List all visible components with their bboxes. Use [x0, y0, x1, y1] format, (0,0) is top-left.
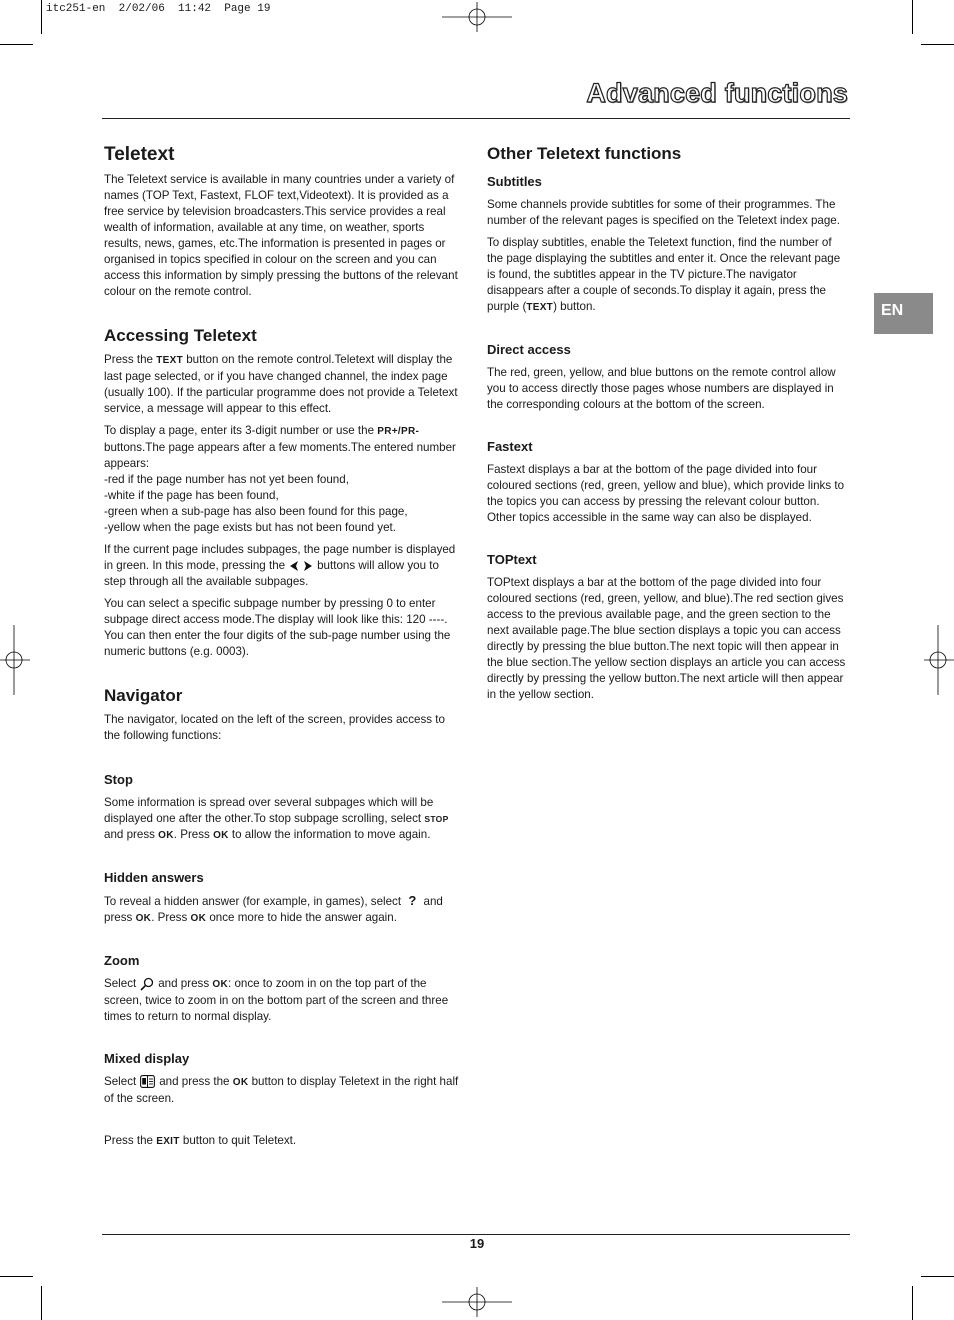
- text: If the current page includes subpages, the page number is displayed in green. In this mode, pressing the: [104, 543, 456, 572]
- page-number: 19: [469, 1236, 485, 1251]
- registration-mark-icon: [442, 2, 512, 32]
- list-item: -red if the page number has not yet been found,: [104, 473, 349, 486]
- text: . Press: [151, 911, 188, 924]
- zoom-para: [104, 976, 464, 1025]
- text: and press: [158, 977, 210, 990]
- text: Some information is spread over several subpages which will be displayed one after the other.To stop subpage scrolling, select: [104, 796, 434, 825]
- crop-mark: [921, 44, 954, 45]
- text: : once to zoom in on the top part of the screen, twice to zoom in on the bottom part of the screen and three times to return to normal display.: [104, 977, 449, 1023]
- hidden-answers-para: [104, 893, 464, 927]
- text: Select: [104, 1075, 137, 1088]
- subheading-fastext: Fastext: [487, 439, 533, 454]
- mixed-display-icon: [140, 1075, 155, 1088]
- stop-para: [104, 795, 464, 844]
- section-heading-other-functions: Other Teletext functions: [487, 144, 682, 163]
- ok-key-label: OK: [135, 913, 152, 924]
- text-key-label: TEXT: [156, 355, 183, 366]
- exit-key-label: EXIT: [156, 1136, 180, 1147]
- crop-mark: [921, 1276, 954, 1277]
- text: To reveal a hidden answer (for example, in games), select: [104, 895, 402, 908]
- right-column: [487, 142, 847, 709]
- ok-key-label: OK: [232, 1077, 249, 1088]
- language-tab: EN: [874, 293, 933, 334]
- subheading-toptext: TOPtext: [487, 552, 537, 567]
- text-key-label: TEXT: [526, 302, 554, 313]
- crop-mark: [0, 44, 33, 45]
- text: Press the: [104, 1134, 153, 1147]
- text: to allow the information to move again.: [231, 828, 431, 841]
- direct-access-para: The red, green, yellow, and blue buttons on the remote control allow you to access directly those pages whose numbers are displayed in the corresponding colours at the bottom of the screen.: [487, 366, 836, 411]
- footer-rule: [102, 1234, 850, 1235]
- subheading-direct-access: Direct access: [487, 342, 571, 357]
- magnifier-icon: [140, 977, 154, 991]
- subheading-mixed-display: Mixed display: [104, 1051, 190, 1066]
- list-item: -green when a sub-page has also been found for this page,: [104, 505, 408, 518]
- section-heading-navigator: Navigator: [104, 686, 183, 705]
- list-item: -yellow when the page exists but has not been found yet.: [104, 521, 396, 534]
- accessing-para-2: [104, 423, 464, 472]
- subtitles-para-1: Some channels provide subtitles for some of their programmes. The number of the relevant pages is specified on the Teletext index page.: [487, 198, 840, 227]
- text: Select: [104, 977, 137, 990]
- text: button to display Teletext in the right half of the screen.: [104, 1075, 459, 1105]
- accessing-para-3: [104, 542, 464, 590]
- text: buttons will allow you to step through all the available subpages.: [104, 559, 439, 588]
- question-mark-icon: ?: [408, 893, 417, 908]
- text: once more to hide the answer again.: [209, 911, 397, 924]
- text: Press the: [104, 353, 153, 366]
- crop-mark: [912, 0, 913, 34]
- mixed-display-para: [104, 1074, 464, 1107]
- subheading-hidden-answers: Hidden answers: [104, 870, 204, 885]
- subheading-zoom: Zoom: [104, 953, 140, 968]
- exit-para: [104, 1133, 464, 1150]
- text: button to quit Teletext.: [182, 1134, 297, 1147]
- ok-key-label: OK: [213, 830, 229, 841]
- list-item: -white if the page has been found,: [104, 489, 279, 502]
- ok-key-label: OK: [212, 979, 228, 990]
- text: button on the remote control.Teletext will display the last page selected, or if you have changed channel, the index page (usually 100). If the particular programme does not provide a Teletext service, a message will appear to this effect.: [104, 353, 458, 415]
- pr-key-label: PR+/PR-: [377, 426, 420, 437]
- fastext-para: Fastext displays a bar at the bottom of the page divided into four coloured sections (red, green, yellow and blue), which provide links to the topics you can access by pressing the relevant colour button. Other topics accessible in the same way can also be displayed.: [487, 463, 845, 524]
- stop-key-label: STOP: [424, 814, 449, 824]
- subheading-stop: Stop: [104, 772, 133, 787]
- registration-mark-icon: [442, 1287, 512, 1317]
- left-column: [104, 142, 464, 1156]
- header-rule: [102, 118, 850, 119]
- print-slug: itc251-en 2/02/06 11:42 Page 19: [46, 3, 271, 15]
- ok-key-label: OK: [158, 830, 174, 841]
- registration-mark-icon: [924, 625, 954, 695]
- accessing-list: [104, 472, 464, 536]
- page-title: Advanced functions: [586, 78, 848, 108]
- subheading-subtitles: Subtitles: [487, 174, 542, 189]
- toptext-para: TOPtext displays a bar at the bottom of the page divided into four coloured sections (red, green, yellow, and blue).The red section gives access to the previous available page, and the green section to the next available page.The blue section displays a topic you can access directly by pressing the blue button.The next topic will then appear in the blue section.The yellow section displays an article you can access directly by pressing the yellow button.The next article will then appear in the yellow section.: [487, 576, 846, 701]
- text: To display subtitles, enable the Teletext function, find the number of the page displaying the subtitles and enter it. Once the relevant page is found, the subtitles appear in the TV picture.The navigator disappears after a couple of seconds.To display it again, press the purple (: [487, 236, 841, 313]
- text: . Press: [173, 828, 210, 841]
- text: buttons.The page appears after a few moments.The entered number appears:: [104, 441, 456, 470]
- navigator-para: The navigator, located on the left of the screen, provides access to the following functions:: [104, 713, 445, 742]
- text: ) button.: [553, 300, 596, 313]
- text: To display a page, enter its 3-digit number or use the: [104, 424, 375, 437]
- left-right-arrows-icon: [289, 561, 313, 571]
- text: and press the: [159, 1075, 230, 1088]
- accessing-para-1: [104, 352, 464, 417]
- accessing-para-4: You can select a specific subpage number by pressing 0 to enter subpage direct access mode.The display will look like this: 120 ----. You can then enter the four digits of the sub-page number using the numeric buttons (e.g. 0003).: [104, 597, 451, 658]
- text: and press: [104, 828, 155, 841]
- subtitles-para-2: [487, 235, 847, 316]
- crop-mark: [0, 1276, 33, 1277]
- ok-key-label: OK: [190, 913, 207, 924]
- text: and press: [104, 895, 443, 924]
- section-heading-teletext: Teletext: [104, 144, 175, 165]
- crop-mark: [41, 0, 42, 34]
- section-heading-accessing: Accessing Teletext: [104, 326, 257, 345]
- crop-mark: [912, 1286, 913, 1320]
- registration-mark-icon: [0, 625, 30, 695]
- teletext-intro: The Teletext service is available in many countries under a variety of names (TOP Text, Fastext, FLOF text,Videotext). It is provided as a free service by television broadcasters.This service provides a real wealth of information, available at any time, on weather, sports results, news, games, etc.The information is presented in pages or organised in topics specified in colour on the screen and you can access this information by simply pressing the buttons of the relevant colour on the remote control.: [104, 173, 458, 298]
- crop-mark: [41, 1286, 42, 1320]
